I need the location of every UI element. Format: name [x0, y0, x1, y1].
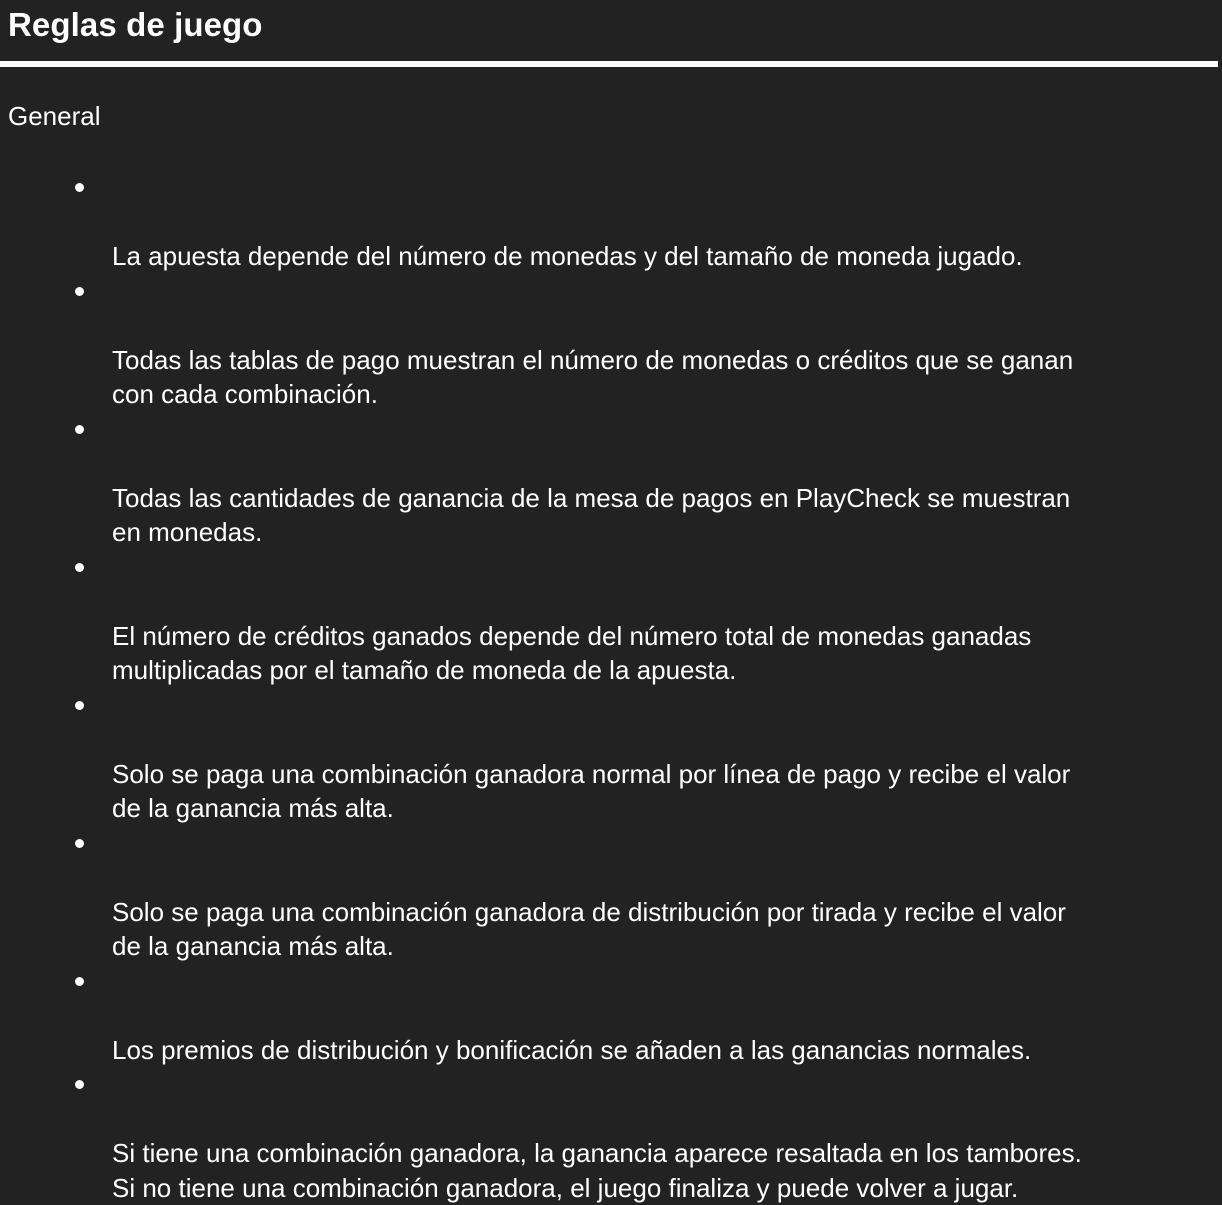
rule-item [112, 1067, 1214, 1205]
rule-text: Todas las tablas de pago muestran el número de monedas o créditos que se ganan con cada combinación. [112, 344, 1074, 409]
bullet-icon [75, 563, 84, 572]
rules-list [112, 170, 1214, 1205]
rule-text: Solo se paga una combinación ganadora de distribución por tirada y recibe el valor de la ganancia más alta. [112, 896, 1066, 961]
rule-item [112, 412, 1214, 550]
rule-item [112, 688, 1214, 826]
rule-text: La apuesta depende del número de monedas y del tamaño de moneda jugado. [112, 241, 1023, 271]
rule-text: Todas las cantidades de ganancia de la mesa de pagos en PlayCheck se muestran en monedas. [112, 482, 1071, 547]
rule-item [112, 170, 1214, 274]
rule-item [112, 964, 1214, 1068]
rule-text: Solo se paga una combinación ganadora normal por línea de pago y recibe el valor de la ganancia más alta. [112, 758, 1071, 823]
rule-text: El número de créditos ganados depende del número total de monedas ganadas multiplicadas por el tamaño de moneda de la apuesta. [112, 620, 1032, 685]
rule-text: Si tiene una combinación ganadora, la ganancia aparece resaltada en los tambores. Si no tiene una combinación ganadora, el juego finaliza y puede volver a jugar. [112, 1138, 1082, 1203]
bullet-icon [75, 701, 84, 710]
bullet-icon [75, 839, 84, 848]
rule-item [112, 274, 1214, 412]
bullet-icon [75, 183, 84, 192]
page-title: Reglas de juego [8, 6, 263, 43]
bullet-icon [75, 1080, 84, 1089]
rule-item [112, 550, 1214, 688]
section-heading-general: General [8, 101, 101, 131]
bullet-icon [75, 287, 84, 296]
bullet-icon [75, 977, 84, 986]
title-divider [0, 61, 1218, 67]
rule-item [112, 826, 1214, 964]
bullet-icon [75, 425, 84, 434]
rule-text: Los premios de distribución y bonificación se añaden a las ganancias normales. [112, 1034, 1032, 1065]
